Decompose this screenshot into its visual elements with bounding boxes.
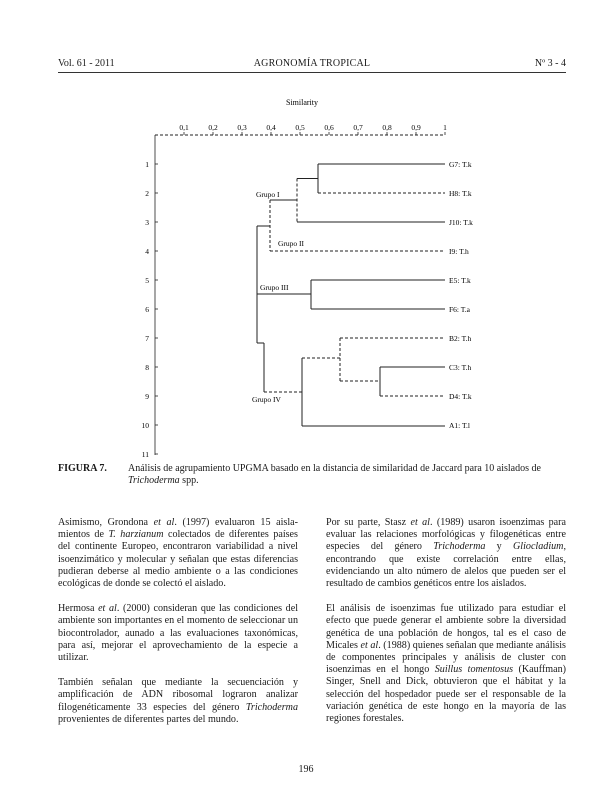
scale-tick-label: 0,1	[179, 123, 189, 132]
left-column	[58, 517, 298, 739]
scale-tick-label: 0,2	[208, 123, 218, 132]
group-label-iii: Grupo III	[260, 283, 289, 292]
row-number: 3	[145, 218, 149, 227]
scale-tick-label: 0,8	[382, 123, 392, 132]
figure-label: FIGURA 7.	[58, 463, 107, 474]
row-number: 7	[145, 334, 149, 343]
leaf-label: C3: T.h	[449, 363, 472, 372]
scale-tick-label: 0,4	[266, 123, 276, 132]
group-label-ii: Grupo II	[278, 239, 305, 248]
leaf-label: H8: T.k	[449, 189, 472, 198]
row-number: 4	[145, 247, 149, 256]
paragraph: Hermosa et al. (2000) consideran que las condiciones del ambiente son importantes en el momento de seleccionar un biocontrolador, aunado a las evaluaciones taxonómicas, para así, mejorar el aprovechamiento de la especie a utilizar.	[58, 603, 299, 664]
issue-label: Nº 3 - 4	[534, 58, 566, 69]
row-number: 5	[145, 276, 149, 285]
row-number: 11	[141, 450, 149, 459]
journal-title: AGRONOMÍA TROPICAL	[253, 58, 371, 69]
group-label-iv: Grupo IV	[252, 395, 281, 404]
scale-tick-label: 0,5	[295, 123, 305, 132]
row-number: 8	[145, 363, 149, 372]
caption-genus: Trichoderma	[128, 475, 180, 486]
similarity-label: Similarity	[286, 98, 318, 107]
scale-tick-label: 1	[443, 123, 447, 132]
scale-tick-label: 0,3	[237, 123, 247, 132]
row-number: 1	[145, 160, 149, 169]
leaf-label: E5: T.k	[449, 276, 471, 285]
row-number: 6	[145, 305, 149, 314]
leaf-label: J10: T.k	[449, 218, 473, 227]
page-number: 196	[298, 764, 314, 775]
scale-tick-label: 0,9	[411, 123, 421, 132]
paragraph: El análisis de isoenzimas fue utilizado para estudiar el efecto que puede generar el ambiente sobre la diversidad genética de una población de hongos, tal es el caso de Micales et al. (1988) quienes señalan que mediante análisis de componentes principales y análisis de cluster con isoenzimas en el hongo Suillus tomentosus (Kauffman) Singer, Snell and Dick, obtuvieron que el hábitat y la selección del hospedador puede ser el responsable de la variación genética de este hongo en la mayoría de las regiones forestales.	[326, 603, 566, 725]
caption-part: spp.	[179, 475, 199, 486]
volume-label: Vol. 61 - 2011	[58, 58, 115, 69]
row-number: 9	[145, 392, 149, 401]
scale-tick-label: 0,7	[353, 123, 363, 132]
leaf-label: B2: T.h	[449, 334, 472, 343]
scale-tick-label: 0,6	[324, 123, 334, 132]
leaf-label: D4: T.k	[449, 392, 472, 401]
leaf-label: G7: T.k	[449, 160, 472, 169]
paragraph: Por su parte, Stasz et al. (1989) usaron isoenzimas para evaluar las relaciones morfológicas y filogenéticas entre especies del género Trichoderma y Gliocladium, encontrando que existe correlación entre ellas, evidenciando un alto número de alelos que pueden ser el resultado de cambios genéticos entre los aislados.	[326, 517, 567, 590]
leaf-label: I9: T.h	[449, 247, 469, 256]
group-label-i: Grupo I	[256, 190, 280, 199]
paragraph: También señalan que mediante la secuenciación y amplificación de ADN ribosomal lograron analizar filogenéticamente 33 especies del género Trichoderma provenientes de diferentes partes del mundo.	[58, 677, 298, 725]
caption-part: Análisis de agrupamiento UPGMA basado en la distancia de similaridad de Jaccard para 10 aislados de	[128, 463, 541, 474]
paragraph: Asimismo, Grondona et al. (1997) evaluaron 15 aisla-mientos de T. harzianum colectados de diferentes países del continente Europeo, encontraron variabilidad a nivel isoenzimático y molecular y señalan que estas diferencias pudieran deberse al medio ambiente o a las condiciones ecológicas de donde se colectó el aislado.	[58, 517, 298, 590]
row-number: 10	[141, 421, 149, 430]
leaf-label: A1: T.l	[449, 421, 470, 430]
right-column	[326, 517, 566, 738]
caption-text	[128, 463, 566, 487]
leaf-label: F6: T.a	[449, 305, 470, 314]
row-number: 2	[145, 189, 149, 198]
